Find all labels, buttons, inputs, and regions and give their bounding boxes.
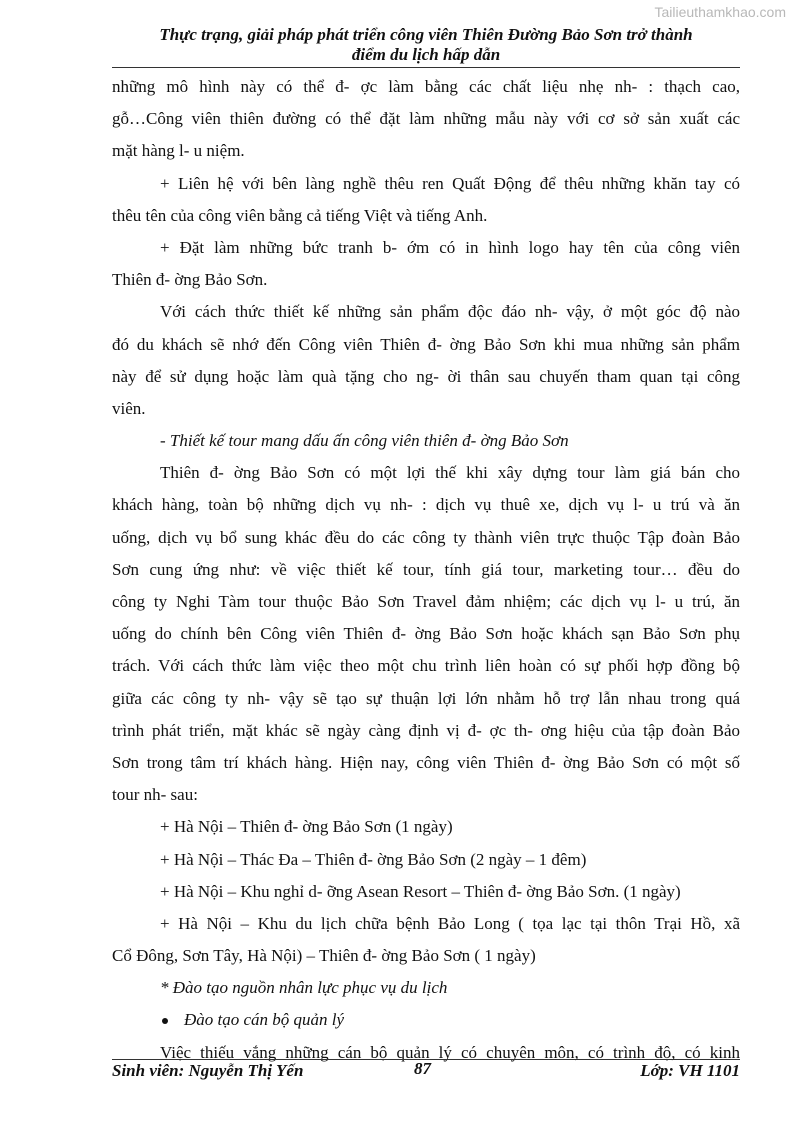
- text-line: Thiên đ- ờng Bảo Sơn.: [112, 270, 268, 290]
- text-line: thêu tên của công viên bằng cả tiếng Việt và tiếng Anh.: [112, 205, 488, 225]
- text-line: uống, dịch vụ bổ sung khác đều do các công ty thành viên trực thuộc Tập đoàn Bảo: [112, 527, 740, 547]
- page-header: [112, 25, 740, 65]
- text-line: mặt hàng l- u niệm.: [112, 141, 245, 161]
- text-line: Với cách thức thiết kế những sản phẩm độc đáo nh- vậy, ở một góc độ nào: [160, 302, 740, 322]
- bullet-icon: [162, 1018, 168, 1024]
- body-text: [112, 71, 740, 1069]
- subheading-management-training: Đào tạo cán bộ quản lý: [184, 1010, 345, 1030]
- header-divider: [112, 67, 740, 68]
- text-line: Cổ Đông, Sơn Tây, Hà Nội) – Thiên đ- ờng Bảo Sơn ( 1 ngày): [112, 946, 536, 966]
- text-line: Việc thiếu vắng những cán bộ quản lý có chuyên môn, có trình độ, có kinh: [160, 1042, 740, 1062]
- tour-item: + Hà Nội – Thiên đ- ờng Bảo Sơn (1 ngày): [160, 817, 453, 837]
- footer-student: Sinh viên: Nguyễn Thị Yến: [112, 1061, 304, 1080]
- text-line: đó du khách sẽ nhớ đến Công viên Thiên đ- ờng Bảo Sơn khi mua những sản phẩm: [112, 334, 740, 354]
- text-line: trách. Với cách thức làm việc theo một chu trình liên hoàn có sự phối hợp đồng bộ: [112, 656, 740, 676]
- text-line: tour nh- sau:: [112, 785, 198, 805]
- text-line: này để sử dụng hoặc làm quà tặng cho ng- ời thân sau chuyến tham quan tại công: [112, 366, 740, 386]
- text-line: giữa các công ty nh- vậy sẽ tạo sự thuận lợi lớn nhằm hỗ trợ lẫn nhau trong quá: [112, 688, 740, 708]
- tour-item: + Hà Nội – Thác Đa – Thiên đ- ờng Bảo Sơn (2 ngày – 1 đêm): [160, 849, 587, 869]
- section-heading-training: * Đào tạo nguồn nhân lực phục vụ du lịch: [160, 978, 448, 998]
- text-line: uống do chính bên Công viên Thiên đ- ờng Bảo Sơn hoặc khách sạn Bảo Sơn phụ: [112, 624, 740, 644]
- text-line: những mô hình này có thể đ- ợc làm bằng các chất liệu nhẹ nh- : thạch cao,: [112, 77, 740, 96]
- page-number: 87: [414, 1059, 431, 1078]
- text-line: Sơn cung ứng như: về việc thiết kế tour, tính giá tour, marketing tour… đều do: [112, 559, 740, 579]
- text-line: + Đặt làm những bức tranh b- ớm có in hình logo hay tên của công viên: [160, 237, 740, 257]
- tour-item: + Hà Nội – Khu nghỉ d- ỡng Asean Resort – Thiên đ- ờng Bảo Sơn. (1 ngày): [160, 881, 681, 901]
- text-line: trình phát triển, mặt khác sẽ ngày càng định vị đ- ợc th- ơng hiệu của tập đoàn Bảo: [112, 720, 740, 740]
- page-footer: [112, 1061, 740, 1085]
- header-title-line-2: điểm du lịch hấp dẫn: [351, 45, 501, 64]
- text-line: viên.: [112, 398, 146, 418]
- text-line: công ty Nghi Tàm tour thuộc Bảo Sơn Travel đảm nhiệm; các dịch vụ l- u trú, ăn: [112, 592, 740, 611]
- text-line: Thiên đ- ờng Bảo Sơn có một lợi thế khi xây dựng tour làm giá bán cho: [160, 463, 740, 483]
- footer-class: Lớp: VH 1101: [640, 1061, 740, 1080]
- text-line: Sơn trong tâm trí khách hàng. Hiện nay, công viên Thiên đ- ờng Bảo Sơn có một số: [112, 752, 740, 772]
- tour-item: + Hà Nội – Khu du lịch chữa bệnh Bảo Long ( tọa lạc tại thôn Trại Hồ, xã: [160, 913, 740, 933]
- watermark: Tailieuthamkhao.com: [654, 4, 786, 20]
- header-title-line-1: Thực trạng, giải pháp phát triển công viên Thiên Đường Bảo Sơn trở thành: [159, 25, 693, 44]
- text-line: + Liên hệ với bên làng nghề thêu ren Quất Động để thêu những khăn tay có: [160, 173, 740, 193]
- text-line: khách hàng, toàn bộ những dịch vụ nh- : dịch vụ thuê xe, dịch vụ l- u trú và ăn: [112, 495, 740, 515]
- section-heading-tour: - Thiết kế tour mang dấu ấn công viên thiên đ- ờng Bảo Sơn: [160, 431, 569, 451]
- text-line: gỗ…Công viên thiên đường có thể đặt làm những mẫu này với cơ sở sản xuất các: [112, 109, 740, 129]
- bullet-item: [112, 1004, 740, 1036]
